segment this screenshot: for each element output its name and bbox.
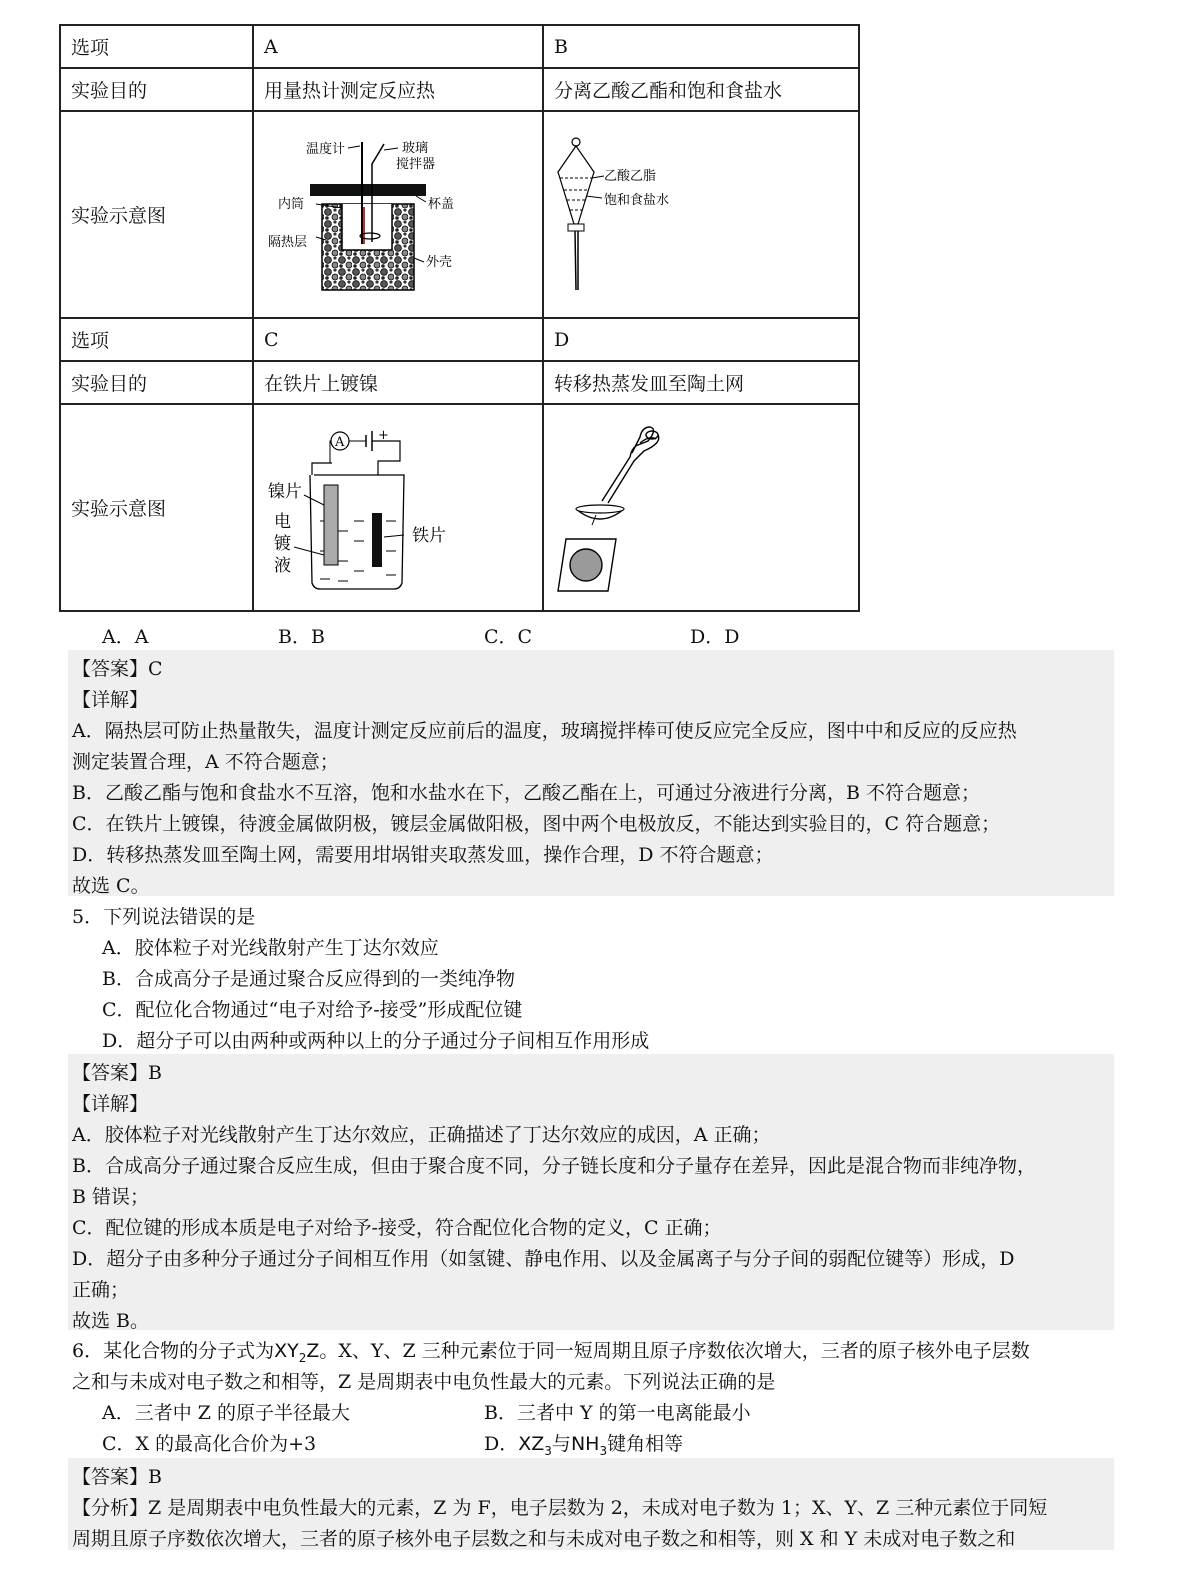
ammeter-label: A (335, 435, 345, 450)
table-row (60, 404, 859, 611)
q6-option-d: D．$XZ_3$与$NH_3$键角相等 (484, 1433, 684, 1458)
purpose-d: 转移热蒸发皿至陶土网 (543, 361, 859, 404)
q4-conclusion: 故选 C。 (72, 875, 150, 897)
option-d-header: D (543, 318, 859, 361)
q5-detail-heading: 【详解】 (72, 1093, 149, 1115)
q5-detail-line: C．配位键的形成本质是电子对给予-接受，符合配位化合物的定义，C 正确； (72, 1217, 722, 1239)
lid-label: 杯盖 (428, 197, 455, 212)
solution-label: 镀 (274, 534, 291, 554)
insulation-label: 隔热层 (268, 235, 308, 250)
plus-label: + (378, 428, 389, 443)
electroplating-diagram (254, 405, 542, 605)
q4-options (0, 622, 1190, 648)
q4-option-c: C．C (484, 626, 533, 648)
diagram-cell-c (253, 404, 543, 611)
q6-option-b: B．三者中 Y 的第一电离能最小 (484, 1402, 751, 1424)
q6-analysis-line: 【分析】Z 是周期表中电负性最大的元素，Z 为 F，电子层数为 2，未成对电子数为 1；X、Y、Z 三种元素位于同短 (72, 1497, 1048, 1519)
row-label: 实验目的 (60, 68, 253, 111)
q4-detail-line: A．隔热层可防止热量散失，温度计测定反应前后的温度，玻璃搅拌棒可使反应完全反应，图中中和反应的反应热 (72, 720, 1017, 742)
q5-option-d: D．超分子可以由两种或两种以上的分子通过分子间相互作用形成 (102, 1030, 650, 1052)
diagram-cell-d (543, 404, 859, 611)
shell-label: 外壳 (426, 255, 453, 270)
table-row (60, 68, 859, 111)
solution-label: 电 (274, 512, 291, 532)
table-row (60, 361, 859, 404)
q5-detail-line: D．超分子由多种分子通过分子间相互作用（如氢键、静电作用、以及金属离子与分子间的弱配位键等）形成，D (72, 1248, 1015, 1270)
diagram-cell-b (543, 111, 859, 318)
thermometer-label: 温度计 (306, 142, 346, 157)
nickel-label: 镍片 (268, 482, 302, 502)
row-label: 实验目的 (60, 361, 253, 404)
q5-conclusion: 故选 B。 (72, 1310, 150, 1332)
q6-option-c: C．X 的最高化合价为+3 (102, 1433, 317, 1455)
row-label: 选项 (60, 318, 253, 361)
row-label: 实验示意图 (60, 404, 253, 611)
q5-option-a: A．胶体粒子对光线散射产生丁达尔效应 (102, 937, 439, 959)
q6-answer: 【答案】B (72, 1466, 162, 1488)
q5-answer: 【答案】B (72, 1062, 162, 1084)
q5-detail-line: A．胶体粒子对光线散射产生丁达尔效应，正确描述了丁达尔效应的成因，A 正确； (72, 1124, 771, 1146)
q5-stem: 5．下列说法错误的是 (72, 906, 256, 928)
q4-detail-line: C．在铁片上镀镍，待渡金属做阴极，镀层金属做阳极，图中两个电极放反，不能达到实验目的，C 符合题意； (72, 813, 1001, 835)
table-row (60, 318, 859, 361)
separatory-funnel-diagram (544, 112, 858, 312)
q4-answer: 【答案】C (72, 658, 163, 680)
q4-option-b: B．B (278, 626, 325, 648)
table-row (60, 25, 859, 68)
q5-detail-line: B．合成高分子通过聚合反应生成，但由于聚合度不同，分子链长度和分子量存在差异，因此是混合物而非纯净物， (72, 1155, 1036, 1177)
option-a-header: A (253, 25, 543, 68)
q4-detail-line: D．转移热蒸发皿至陶土网，需要用坩埚钳夹取蒸发皿，操作合理，D 不符合题意； (72, 844, 774, 866)
option-c-header: C (253, 318, 543, 361)
row-label: 实验示意图 (60, 111, 253, 318)
brine-label: 饱和食盐水 (604, 193, 670, 208)
stirrer-label: 玻璃 (402, 141, 429, 156)
calorimeter-diagram (254, 112, 542, 312)
q4-detail-line: B．乙酸乙酯与饱和食盐水不互溶，饱和水盐水在下，乙酸乙酯在上，可通过分液进行分离，B 不符合题意； (72, 782, 980, 804)
q6-option-a: A．三者中 Z 的原子半径最大 (102, 1402, 351, 1424)
stirrer-label: 搅拌器 (396, 157, 436, 172)
row-label: 选项 (60, 25, 253, 68)
q5-detail-line: B 错误； (72, 1186, 150, 1208)
q4-option-a: A．A (102, 626, 149, 648)
purpose-b: 分离乙酸乙酯和饱和食盐水 (543, 68, 859, 111)
purpose-a: 用量热计测定反应热 (253, 68, 543, 111)
solution-label: 液 (274, 556, 291, 576)
q4-option-d: D．D (690, 626, 740, 648)
option-b-header: B (543, 25, 859, 68)
table-row (60, 111, 859, 318)
crucible-tongs-diagram (544, 405, 858, 605)
q5-option-c: C．配位化合物通过“电子对给予-接受”形成配位键 (102, 999, 523, 1021)
q5-solution-block (68, 1054, 1114, 1330)
q6-stem-line2: 之和与未成对电子数之和相等，Z 是周期表中电负性最大的元素。下列说法正确的是 (72, 1371, 776, 1393)
iron-label: 铁片 (412, 526, 446, 546)
q5-detail-line: 正确； (72, 1279, 130, 1301)
inner-cup-label: 内筒 (278, 197, 305, 212)
q4-detail-line: 测定装置合理，A 不符合题意； (72, 751, 339, 773)
q6-analysis-line: 周期且原子序数依次增大，三者的原子核外电子层数之和与未成对电子数之和相等，则 X 和 Y 未成对电子数之和 (72, 1528, 1016, 1550)
diagram-cell-a (253, 111, 543, 318)
q6-stem: 6．某化合物的分子式为$XY_2Z$。X、Y、Z 三种元素位于同一短周期且原子序数依次增大，三者的原子核外电子层数 (72, 1340, 1030, 1365)
purpose-c: 在铁片上镀镍 (253, 361, 543, 404)
q6-formula: $XY_2Z$ (274, 1340, 320, 1365)
q4-detail-heading: 【详解】 (72, 689, 149, 711)
q5-option-b: B．合成高分子是通过聚合反应得到的一类纯净物 (102, 968, 515, 990)
ester-label: 乙酸乙脂 (604, 169, 657, 184)
experiment-table (59, 24, 860, 612)
